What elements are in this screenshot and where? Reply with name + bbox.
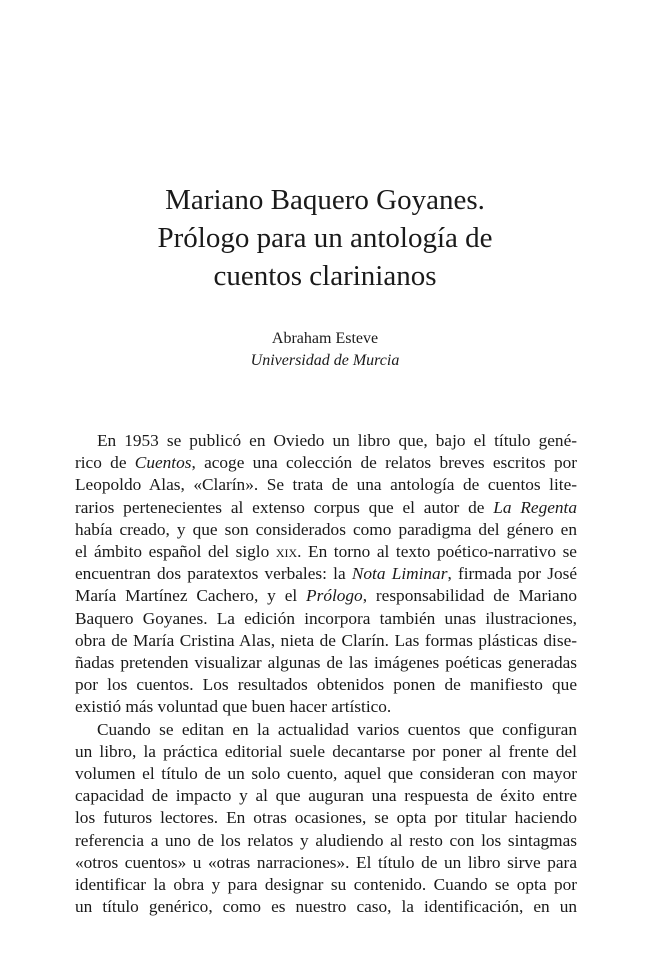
text-line	[75, 585, 577, 607]
text-line: En 1953 se publicó en Oviedo un libro que, bajo el título gené-	[97, 431, 577, 450]
text-line: Baquero Goyanes. La edición incorpora también unas ilustraciones,	[75, 608, 577, 628]
text-line: obra de María Cristina Alas, nieta de Clarín. Las formas plásticas dise-	[75, 630, 577, 650]
text-line: volumen el título de un solo cuento, aquel que consideran con mayor	[75, 764, 577, 784]
text-line: había creado, y que son considerados como paradigma del género en	[75, 519, 577, 539]
text-line: por los cuentos. Los resultados obtenidos ponen de manifiesto que	[75, 675, 577, 695]
text-line: capacidad de impacto y al que auguran una respuesta de éxito entre	[75, 786, 577, 806]
text-span: , acoge una colección de relatos breves escritos por	[191, 453, 577, 473]
title-line: Prólogo para un antología de	[157, 222, 493, 254]
small-caps-term: xix	[275, 542, 298, 562]
text-line	[75, 563, 577, 585]
text-span: el ámbito español del siglo	[75, 542, 276, 562]
text-span: , firmada por José	[447, 564, 578, 584]
author-block	[0, 328, 650, 372]
text-line: referencia a uno de los relatos y aludiendo al resto con los sintagmas	[75, 830, 577, 850]
text-span: rarios pertenecientes al extenso corpus que el autor de	[75, 497, 494, 517]
text-line: identificar la obra y para designar su contenido. Cuando se opta por	[75, 875, 577, 895]
text-span: María Martínez Cachero, y el	[75, 586, 307, 606]
text-line: los futuros lectores. En otras ocasiones, se opta por titular haciendo	[75, 808, 577, 828]
paragraph-1	[75, 430, 577, 719]
text-line: Leopoldo Alas, «Clarín». Se trata de una antología de cuentos lite-	[75, 475, 577, 495]
text-line: Cuando se editan en la actualidad varios cuentos que configuran	[97, 719, 577, 739]
body-text	[75, 430, 577, 918]
text-line	[75, 497, 577, 519]
text-line: existió más voluntad que buen hacer artístico.	[75, 697, 392, 717]
text-span: , responsabilidad de Mariano	[362, 586, 577, 606]
author-name: Abraham Esteve	[271, 330, 379, 347]
article-title	[0, 181, 650, 295]
text-line: un título genérico, como es nuestro caso, la identificación, en un	[75, 897, 577, 917]
title-line: Mariano Baquero Goyanes.	[165, 184, 485, 216]
italic-term: La Regenta	[493, 497, 577, 517]
text-line: un libro, la práctica editorial suele decantarse por poner al frente del	[75, 741, 577, 761]
text-span: rico de	[75, 453, 135, 473]
text-line	[75, 541, 577, 563]
italic-term: Prólogo	[306, 586, 363, 606]
italic-term: Cuentos	[134, 453, 192, 473]
text-line: «otros cuentos» u «otras narraciones». El título de un libro sirve para	[75, 852, 577, 872]
text-line: ñadas pretenden visualizar algunas de las imágenes poéticas generadas	[75, 653, 577, 673]
title-line: cuentos clarinianos	[213, 260, 437, 292]
text-span: encuentran dos paratextos verbales: la	[75, 564, 352, 584]
text-span: . En torno al texto poético-narrativo se	[297, 542, 577, 562]
author-affiliation: Universidad de Murcia	[250, 352, 400, 369]
text-line	[75, 452, 577, 474]
italic-term: Nota Liminar	[351, 564, 448, 584]
paragraph-2	[75, 719, 577, 919]
